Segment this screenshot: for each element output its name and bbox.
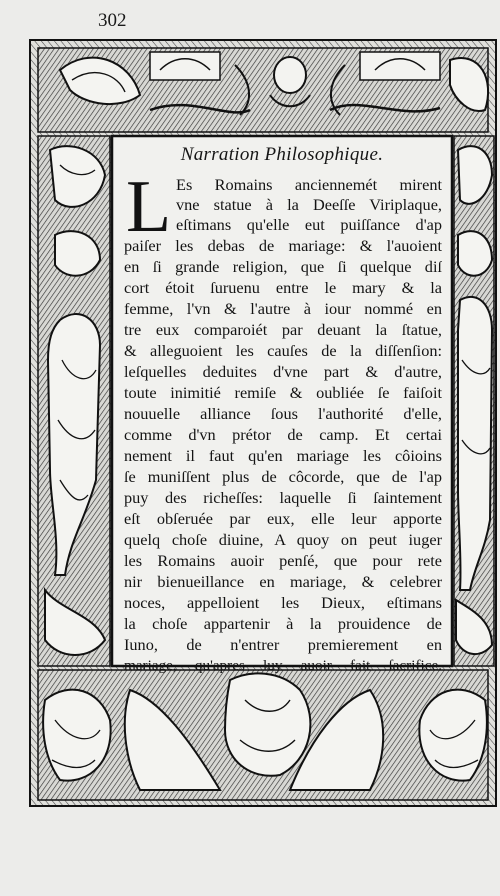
section-heading: Narration Philosophique. <box>180 144 384 165</box>
text-line: femme, l'vn & l'autre à iour nommé en <box>124 299 442 318</box>
text-line: Iuno, de n'entrer premierement en <box>124 635 442 654</box>
text-line: ſe muniſſent plus de côcorde, que de l'ap <box>124 467 442 486</box>
text-line: leſquelles deduites d'vne part & d'autre, <box>124 362 442 381</box>
text-line: quelq choſe diuine, A quoy on peut iuger <box>124 530 442 549</box>
text-line: paiſer les debas de mariage: & l'auoient <box>124 236 442 255</box>
left-ornament <box>38 136 110 666</box>
text-line: nir bienueillance en mariage, & celebrer <box>124 572 442 591</box>
page-number: 302 <box>98 10 127 31</box>
top-ornament <box>38 48 488 132</box>
right-ornament <box>454 136 494 666</box>
text-line: toute inimitié remiſe & oubliée ſe faiſoit <box>124 383 442 402</box>
text-line: & alleguoient les cauſes de la diſſenſion: <box>124 341 442 360</box>
bottom-ornament <box>38 670 488 800</box>
text-line: eſt obſeruée par eux, elle leur apporte <box>124 509 442 528</box>
text-line: les Romains auoir penſé, que pour rete <box>124 551 442 570</box>
text-line: vne statue à la Deeſſe Viriplaque, <box>176 195 442 214</box>
text-line: tre eux comparoiét par deuant la ſtatue, <box>124 320 442 339</box>
text-line: mariage, qu'apres luy auoir fait ſacrifice. <box>124 657 442 674</box>
text-line: nouuelle alliance ſous l'authorité d'elle, <box>124 404 442 423</box>
text-line: en ſi grande religion, que ſi quelque diſ <box>124 257 442 276</box>
text-line: puy des richeſſes: laquelle ſi ſaintement <box>124 488 442 507</box>
text-line: noces, appelloient les Dieux, eſtimans <box>124 593 442 612</box>
text-line: eſtimans qu'elle eut puiſſance d'ap <box>176 215 442 234</box>
text-line: nement il faut qu'en mariage les côioins <box>124 446 442 465</box>
text-line: cort étoit ſuruenu entre le mary & la <box>124 278 442 297</box>
text-line: comme d'vn prétor de camp. Et certai <box>124 425 442 444</box>
text-line: Es Romains anciennemét mirent <box>176 175 442 194</box>
drop-cap-letter: L <box>126 166 172 248</box>
text-line: la choſe appartenir à la prouidence de <box>124 614 442 633</box>
